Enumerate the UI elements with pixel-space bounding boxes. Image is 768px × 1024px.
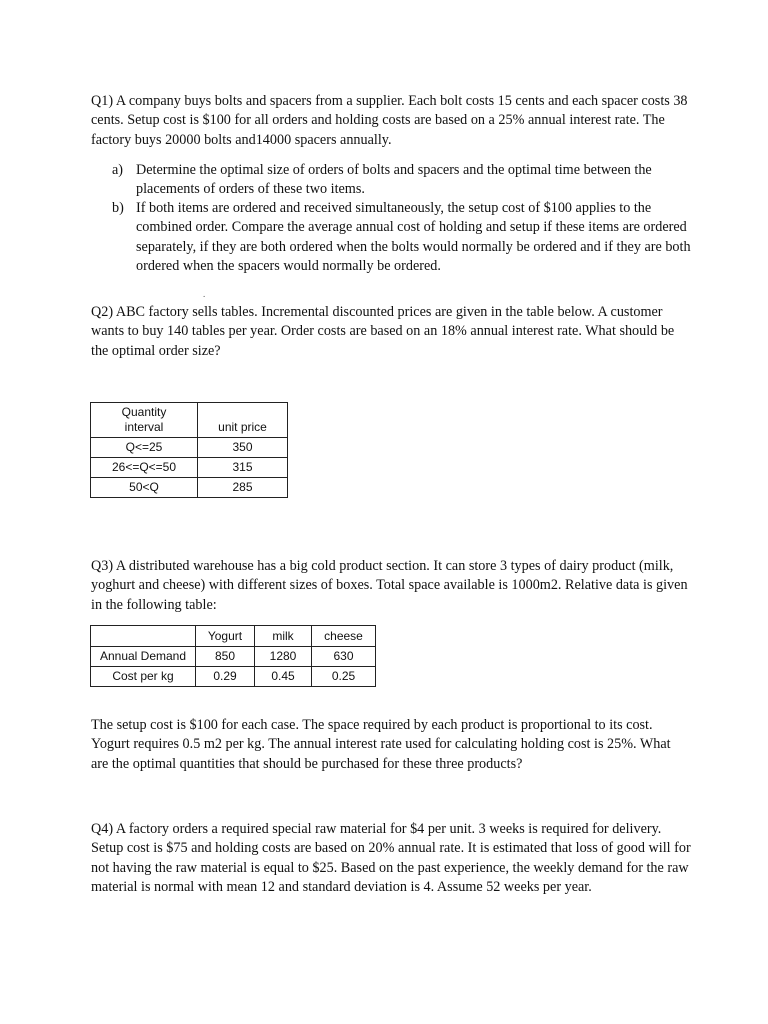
table-cell: 285 <box>198 478 288 498</box>
table-cell: Annual Demand <box>91 647 196 667</box>
table-cell: 0.45 <box>255 667 312 687</box>
q2-price-table <box>90 402 288 498</box>
q1-item-a-text: Determine the optimal size of orders of bolts and spacers and the optimal time between the placements of orders of these two items. <box>136 162 652 198</box>
table-header-cell: Yogurt <box>196 626 255 647</box>
table-cell: 26<=Q<=50 <box>91 458 198 478</box>
table-header-cell <box>91 626 196 647</box>
q1-text: Q1) A company buys bolts and spacers from a supplier. Each bolt costs 15 cents and each spacer costs 38 cents. Setup cost is $100 for all orders and holding costs are based on a 25% annual interest rate. The factory buys 20000 bolts and14000 spacers annually. <box>91 93 688 148</box>
table-cell: Q<=25 <box>91 438 198 458</box>
table-cell: Cost per kg <box>91 667 196 687</box>
q1-item-b-label: b) <box>112 200 124 216</box>
stray-mark: . <box>203 289 206 299</box>
table-row <box>91 458 288 478</box>
table-cell: 0.29 <box>196 667 255 687</box>
q1-item-b-text: If both items are ordered and received simultaneously, the setup cost of $100 applies to the combined order. Compare the average annual cost of holding and setup if these items are ordered separately, if they are both ordered when the bolts would normally be ordered and if they are both ordered when the spacers would normally be ordered. <box>136 200 691 274</box>
q1-item-a-label: a) <box>112 162 124 178</box>
table-cell: 850 <box>196 647 255 667</box>
q3-dairy-table <box>90 625 376 687</box>
q1-item-b <box>112 199 692 276</box>
table-row <box>91 478 288 498</box>
table-cell: 350 <box>198 438 288 458</box>
q4-text: Q4) A factory orders a required special raw material for $4 per unit. 3 weeks is required for delivery. Setup cost is $75 and holding costs are based on 20% annual rate. It is estimated that loss of good will for not having the raw material is equal to $25. Based on the past experience, the weekly demand for the raw material is normal with mean 12 and standard deviation is 4. Assume 52 weeks per year. <box>91 821 691 895</box>
table-cell: 0.25 <box>312 667 376 687</box>
table-cell: 315 <box>198 458 288 478</box>
table-header-cell: Quantity interval <box>91 403 198 438</box>
table-header-cell: cheese <box>312 626 376 647</box>
table-cell: 50<Q <box>91 478 198 498</box>
table-header-cell: milk <box>255 626 312 647</box>
table-header-cell: unit price <box>198 403 288 438</box>
table-row <box>91 403 288 438</box>
q2-text: Q2) ABC factory sells tables. Incremental discounted prices are given in the table below. A customer wants to buy 140 tables per year. Order costs are based on an 18% annual interest rate. What should be the optimal order size? <box>91 304 675 359</box>
table-cell: 630 <box>312 647 376 667</box>
q1-item-a <box>112 161 692 200</box>
table-row <box>91 626 376 647</box>
table-row <box>91 667 376 687</box>
q3-text: Q3) A distributed warehouse has a big cold product section. It can store 3 types of dairy product (milk, yoghurt and cheese) with different sizes of boxes. Total space available is 1000m2. Relative data is given in the following table: <box>91 558 688 613</box>
table-row <box>91 438 288 458</box>
table-row <box>91 647 376 667</box>
q3-after-text: The setup cost is $100 for each case. The space required by each product is proportional to its cost. Yogurt requires 0.5 m2 per kg. The annual interest rate used for calculating holding cost is 25%. What are the optimal quantities that should be purchased for these three products? <box>91 717 671 772</box>
table-cell: 1280 <box>255 647 312 667</box>
